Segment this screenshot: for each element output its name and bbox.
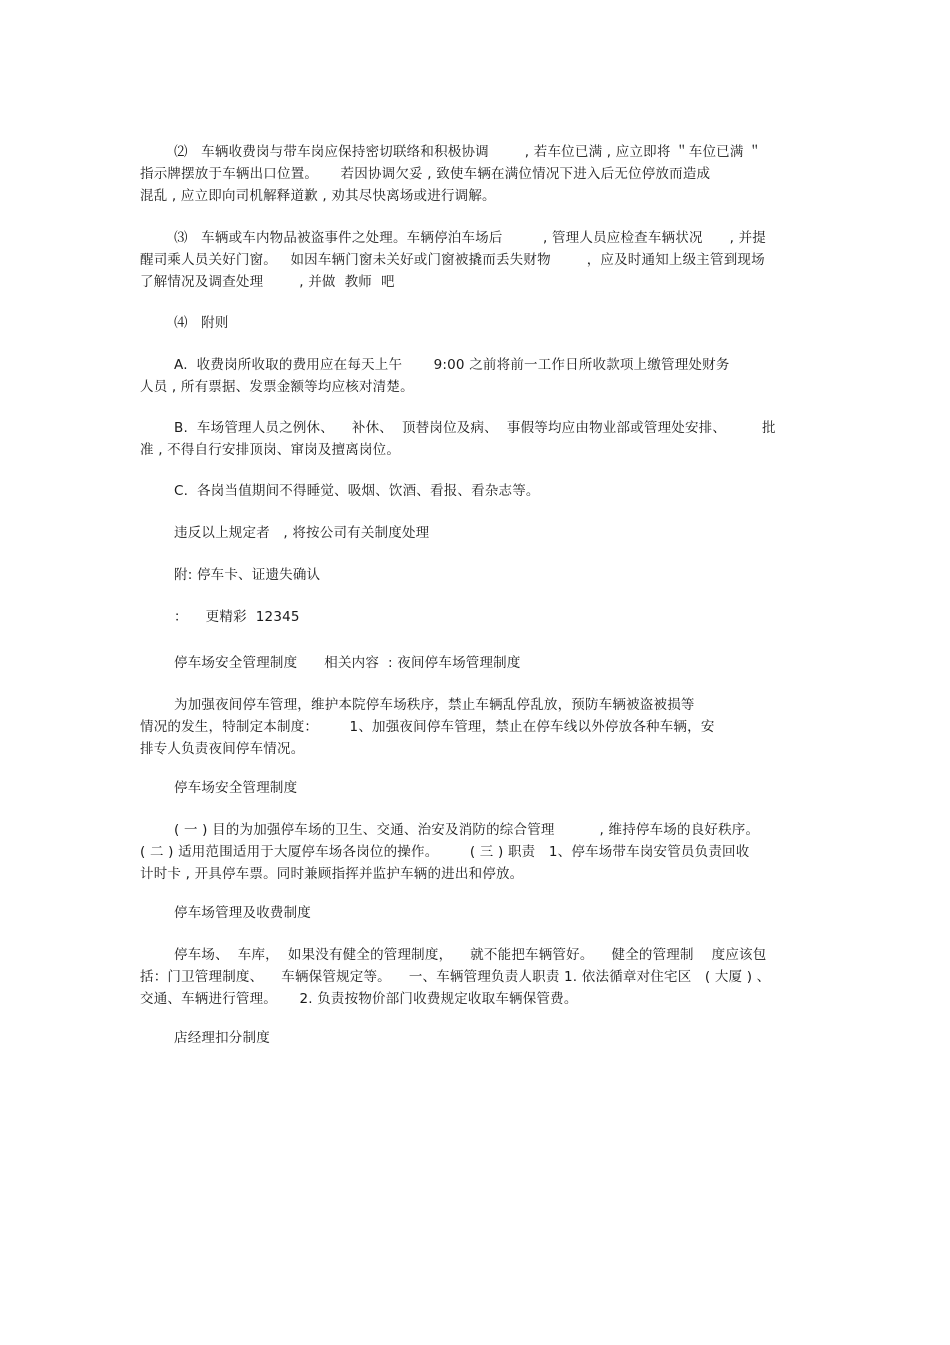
text-line: 计时卡 , 开具停车票。同时兼顾指挥并监护车辆的进出和停放。 (140, 866, 524, 882)
text-line: ： 更精彩 12345 (174, 609, 300, 625)
text-line: 违反以上规定者 , 将按公司有关制度处理 (174, 525, 430, 541)
text-line: ( 一 ) 目的为加强停车场的卫生、交通、治安及消防的综合管理 , 维持停车场的良好秩序。 (174, 822, 760, 838)
text-line: 人员 , 所有票据、发票金额等均应核对清楚。 (140, 379, 414, 395)
section-heading: 店经理扣分制度 (174, 1030, 270, 1046)
text-line: 停车场、 车库， 如果没有健全的管理制度， 就不能把车辆管好。 健全的管理制 度应该包 (174, 947, 767, 963)
text-line: 括：门卫管理制度、 车辆保管规定等。 一、车辆管理负责人职责 1. 依法循章对住宅区 ( 大厦 ) 、 (140, 969, 771, 985)
text-line: 准 , 不得自行安排顶岗、窜岗及擅离岗位。 (140, 442, 401, 458)
text-line: 了解情况及调查处理 , 并做 教师 吧 (140, 274, 395, 290)
text-line: ⑶ 车辆或车内物品被盗事件之处理。车辆停泊车场后 , 管理人员应检查车辆状况 , 并提 (174, 230, 767, 246)
text-line: 混乱 , 应立即向司机解释道歉 , 劝其尽快离场或进行调解。 (140, 188, 496, 204)
text-line: C. 各岗当值期间不得睡觉、吸烟、饮酒、看报、看杂志等。 (174, 483, 540, 499)
section-heading: 停车场管理及收费制度 (174, 905, 311, 921)
text-line: ⑵ 车辆收费岗与带车岗应保持密切联络和积极协调 , 若车位已满 , 应立即将 ＂车位已满 ＂ (174, 144, 762, 160)
text-line: 情况的发生，特制定本制度： 1、加强夜间停车管理，禁止在停车线以外停放各种车辆，安 (140, 719, 715, 735)
section-heading: 停车场安全管理制度 相关内容 : 夜间停车场管理制度 (174, 655, 521, 671)
text-line: 附: 停车卡、证遗失确认 (174, 567, 321, 583)
section-heading: 停车场安全管理制度 (174, 780, 298, 796)
text-line: B. 车场管理人员之例休、 补休、 顶替岗位及病、 事假等均应由物业部或管理处安排、 批 (174, 420, 776, 436)
text-line: 为加强夜间停车管理，维护本院停车场秩序，禁止车辆乱停乱放，预防车辆被盗被损等 (174, 697, 695, 713)
text-line: A. 收费岗所收取的费用应在每天上午 9:00 之前将前一工作日所收款项上缴管理处财务 (174, 357, 730, 373)
text-line: 排专人负责夜间停车情况。 (140, 741, 305, 757)
section-heading: ⑷ 附则 (174, 315, 229, 331)
text-line: 指示牌摆放于车辆出口位置。 若因协调欠妥 , 致使车辆在满位情况下进入后无位停放而造成 (140, 166, 711, 182)
text-line: ( 二 ) 适用范围适用于大厦停车场各岗位的操作。 ( 三 ) 职责 1、停车场带车岗安管员负责回收 (140, 844, 750, 860)
text-line: 交通、车辆进行管理。 2. 负责按物价部门收费规定收取车辆保管费。 (140, 991, 578, 1007)
text-line: 醒司乘人员关好门窗。 如因车辆门窗未关好或门窗被撬而丢失财物 ，应及时通知上级主管到现场 (140, 252, 765, 268)
